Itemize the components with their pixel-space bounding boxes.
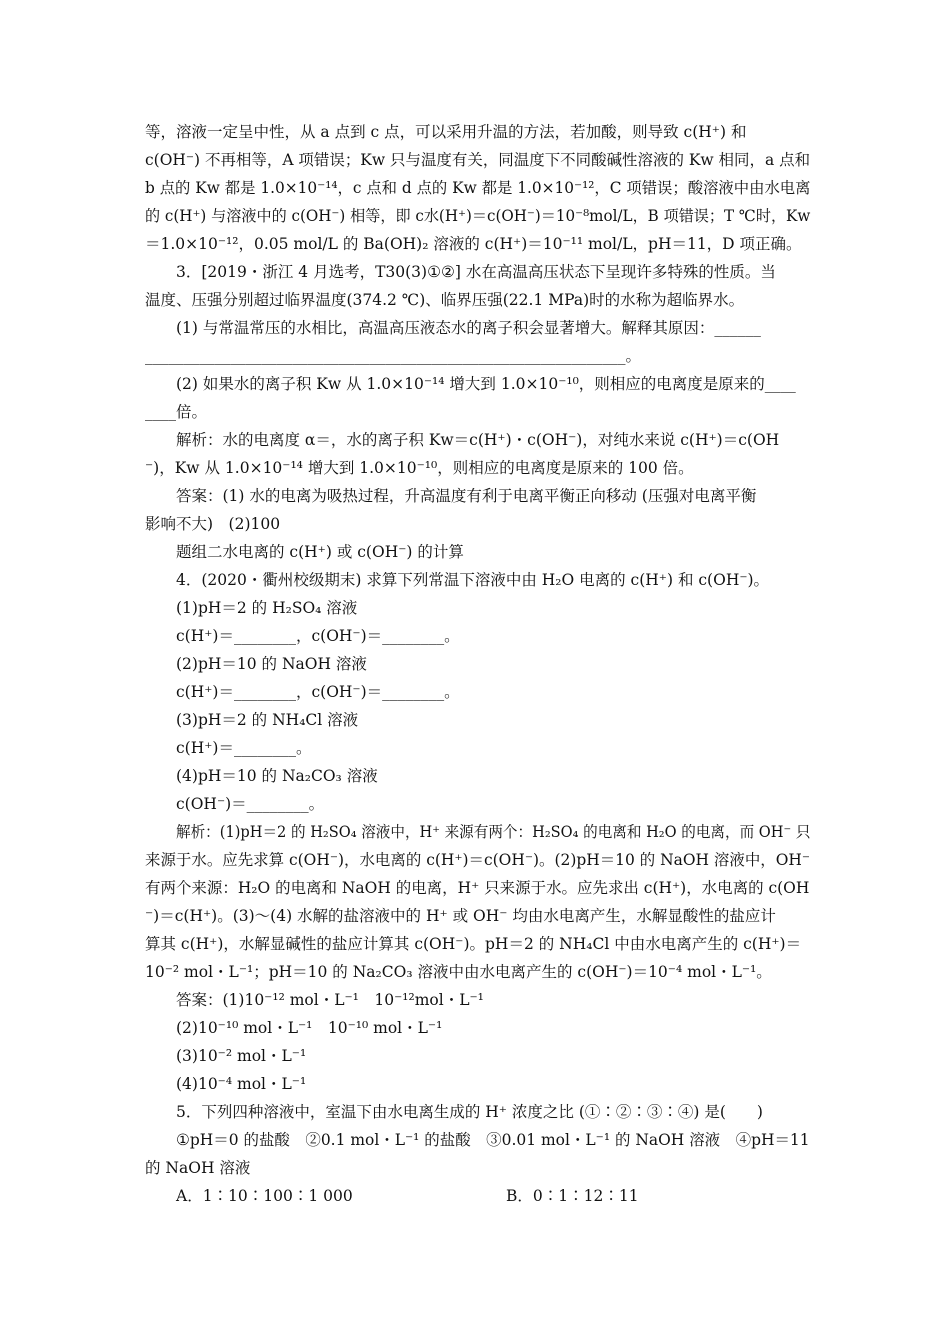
text-line: 算其 c(H⁺)，水解显碱性的盐应计算其 c(OH⁻)。pH＝2 的 NH₄Cl 中由水电离产生的 c(H⁺)＝ <box>145 935 802 953</box>
question-4-item-3: (3)pH＝2 的 NH₄Cl 溶液 <box>176 711 359 729</box>
text-line: 等，溶液一定呈中性，从 a 点到 c 点，可以采用升温的方法，若加酸，则导致 c(H⁺) 和 <box>145 123 747 141</box>
analysis-3: 解析：水的电离度 α＝，水的离子积 Kw＝c(H⁺)・c(OH⁻)，对纯水来说 c(H⁺)＝c(OH <box>176 431 780 449</box>
text-line: c(OH⁻)＝________。 <box>176 795 325 813</box>
text-line: c(H⁺)＝________，c(OH⁻)＝________。 <box>176 627 460 645</box>
text-line: ____倍。 <box>145 403 208 421</box>
text-line: 温度、压强分别超过临界温度(374.2 ℃)、临界压强(22.1 MPa)时的水称为超临界水。 <box>145 291 745 309</box>
text-line: (4)10⁻⁴ mol・L⁻¹ <box>176 1075 307 1093</box>
text-line: ⁻)＝c(H⁺)。(3)～(4) 水解的盐溶液中的 H⁺ 或 OH⁻ 均由水电离产生，水解显酸性的盐应计 <box>145 907 776 925</box>
text-line: (3)10⁻² mol・L⁻¹ <box>176 1047 307 1065</box>
question-3-part-2: (2) 如果水的离子积 Kw 从 1.0×10⁻¹⁴ 增大到 1.0×10⁻¹⁰，则相应的电离度是原来的____ <box>176 375 796 393</box>
question-3-stem: 3．[2019・浙江 4 月选考，T30(3)①②] 水在高温高压状态下呈现许多特殊的性质。当 <box>176 263 776 281</box>
answer-4: 答案：(1)10⁻¹² mol・L⁻¹ 10⁻¹²mol・L⁻¹ <box>176 991 484 1009</box>
text-line: ＝1.0×10⁻¹²，0.05 mol/L 的 Ba(OH)₂ 溶液的 c(H⁺)＝10⁻¹¹ mol/L，pH＝11，D 项正确。 <box>145 235 802 253</box>
question-5-stem: 5．下列四种溶液中，室温下由水电离生成的 H⁺ 浓度之比 (①∶②∶③∶④) 是( ) <box>176 1103 763 1121</box>
text-line: 10⁻² mol・L⁻¹；pH＝10 的 Na₂CO₃ 溶液中由水电离产生的 c(OH⁻)＝10⁻⁴ mol・L⁻¹。 <box>145 963 772 981</box>
answer-3: 答案：(1) 水的电离为吸热过程，升高温度有利于电离平衡正向移动 (压强对电离平衡 <box>176 487 757 505</box>
text-line: 来源于水。应先求算 c(OH⁻)，水电离的 c(H⁺)＝c(OH⁻)。(2)pH＝10 的 NaOH 溶液中，OH⁻ <box>145 851 811 869</box>
option-a: A．1∶10∶100∶1 000 <box>176 1187 353 1205</box>
option-b: B．0∶1∶12∶11 <box>506 1187 639 1205</box>
text-line: ①pH＝0 的盐酸 ②0.1 mol・L⁻¹ 的盐酸 ③0.01 mol・L⁻¹ 的 NaOH 溶液 ④pH＝11 <box>176 1131 810 1149</box>
text-line: ⁻)，Kw 从 1.0×10⁻¹⁴ 增大到 1.0×10⁻¹⁰，则相应的电离度是原来的 100 倍。 <box>145 459 694 477</box>
question-4-item-4: (4)pH＝10 的 Na₂CO₃ 溶液 <box>176 767 378 785</box>
question-4-stem: 4．(2020・衢州校级期末) 求算下列常温下溶液中由 H₂O 电离的 c(H⁺) 和 c(OH⁻)。 <box>176 571 770 589</box>
text-line: c(OH⁻) 不再相等，A 项错误；Kw 只与温度有关，同温度下不同酸碱性溶液的 Kw 相同，a 点和 <box>145 151 811 169</box>
text-line: 的 c(H⁺) 与溶液中的 c(OH⁻) 相等，即 c水(H⁺)＝c(OH⁻)＝10⁻⁸mol/L，B 项错误；T ℃时，Kw <box>145 207 811 225</box>
text-line: ______________________________________________________________。 <box>145 347 642 365</box>
section-heading: 题组二水电离的 c(H⁺) 或 c(OH⁻) 的计算 <box>176 543 464 561</box>
analysis-4: 解析：(1)pH＝2 的 H₂SO₄ 溶液中，H⁺ 来源有两个：H₂SO₄ 的电离和 H₂O 的电离，而 OH⁻ 只 <box>176 823 811 841</box>
text-line: c(H⁺)＝________。 <box>176 739 312 757</box>
text-line: b 点的 Kw 都是 1.0×10⁻¹⁴，c 点和 d 点的 Kw 都是 1.0×10⁻¹²，C 项错误；酸溶液中由水电离 <box>145 179 811 197</box>
text-line: 有两个来源：H₂O 的电离和 NaOH 的电离，H⁺ 只来源于水。应先求出 c(H⁺)，水电离的 c(OH <box>145 879 810 897</box>
question-4-item-2: (2)pH＝10 的 NaOH 溶液 <box>176 655 367 673</box>
question-3-part-1: (1) 与常温常压的水相比，高温高压液态水的离子积会显著增大。解释其原因：______ <box>176 319 761 337</box>
text-line: (2)10⁻¹⁰ mol・L⁻¹ 10⁻¹⁰ mol・L⁻¹ <box>176 1019 443 1037</box>
text-line: 影响不大) (2)100 <box>145 515 281 533</box>
text-line: c(H⁺)＝________，c(OH⁻)＝________。 <box>176 683 460 701</box>
question-4-item-1: (1)pH＝2 的 H₂SO₄ 溶液 <box>176 599 358 617</box>
text-line: 的 NaOH 溶液 <box>145 1159 251 1177</box>
